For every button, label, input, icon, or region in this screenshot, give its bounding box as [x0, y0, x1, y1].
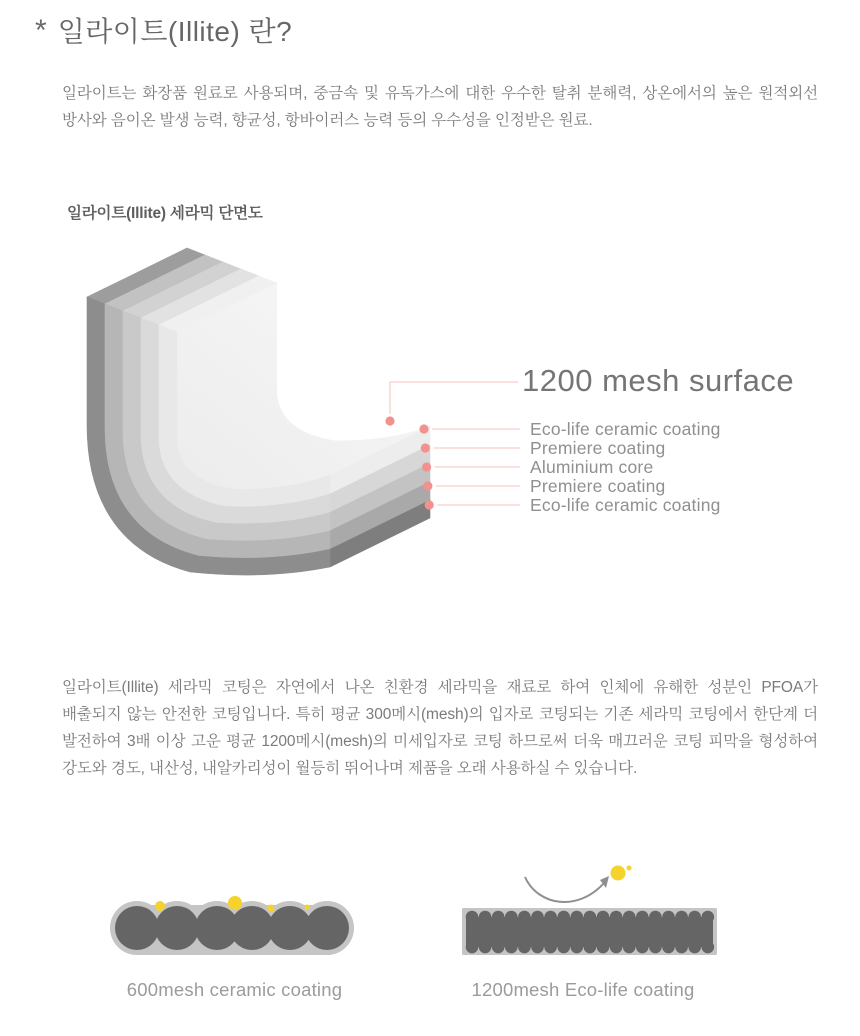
fine-bump-bottom [636, 941, 649, 954]
fine-bump-bottom [688, 941, 701, 954]
fine-bump-bottom [492, 941, 505, 954]
released-particle-dot [611, 866, 626, 881]
fine-bump-bottom [584, 941, 597, 954]
intro-paragraph: 일라이트는 화장품 원료로 사용되며, 중금속 및 유독가스에 대한 우수한 탈취 분해력, 상온에서의 높은 원적외선 방사와 음이온 발생 능력, 향균성, 항바이러스 능력 등의 우수성을 인정받은 원료. [62, 84, 818, 129]
coating-comparison-figure [60, 860, 760, 972]
fine-bump-bottom [662, 941, 675, 954]
fine-bump-top [571, 911, 584, 924]
layer-callout-dot [421, 443, 430, 452]
fine-bump-top [518, 911, 531, 924]
fine-bump-top [466, 911, 479, 924]
layer-callout-dot [425, 500, 434, 509]
fine-bump-top [623, 911, 636, 924]
layer-callout-dot [423, 481, 432, 490]
fine-bump-top [662, 911, 675, 924]
particle-600 [230, 906, 274, 950]
fine-bump-top [531, 911, 544, 924]
fine-bump-bottom [479, 941, 492, 954]
fine-bump-top [505, 911, 518, 924]
fine-bump-top [597, 911, 610, 924]
fine-bump-bottom [675, 941, 688, 954]
fine-bump-bottom [597, 941, 610, 954]
title-row [35, 12, 292, 52]
particle-600 [115, 906, 159, 950]
surface-callout-label: 1200 mesh surface [522, 363, 795, 398]
surface-callout-line [390, 382, 518, 414]
pan-cross-section-diagram [60, 240, 850, 612]
fine-bump-top [649, 911, 662, 924]
fine-bump-top [557, 911, 570, 924]
fine-bump-top [544, 911, 557, 924]
fine-bump-bottom [505, 941, 518, 954]
layer-label-premiere-top: Premiere coating [530, 438, 666, 458]
surface-callout-dot [385, 416, 394, 425]
fine-bump-top [479, 911, 492, 924]
trapped-particle-dot [228, 896, 242, 910]
fine-bump-top [675, 911, 688, 924]
fine-bump-bottom [557, 941, 570, 954]
asterisk: * [35, 14, 47, 47]
trapped-particle-dot [305, 905, 310, 910]
fine-bump-bottom [702, 941, 715, 954]
diagram-caption: 일라이트(Illite) 세라믹 단면도 [67, 205, 263, 222]
fine-bump-bottom [544, 941, 557, 954]
fine-bump-top [702, 911, 715, 924]
layer-label-eco-life-bottom: Eco-life ceramic coating [530, 495, 721, 515]
particle-600 [155, 906, 199, 950]
trapped-particle-dot [155, 901, 165, 911]
fine-bump-bottom [531, 941, 544, 954]
layer-callout-dot [419, 424, 428, 433]
pan-layers-illustration [60, 240, 850, 612]
fine-bump-bottom [649, 941, 662, 954]
fine-bump-top [688, 911, 701, 924]
right-figure-caption: 1200mesh Eco-life coating [471, 979, 695, 1000]
layer-label-premiere-bottom: Premiere coating [530, 476, 666, 496]
fine-bump-top [610, 911, 623, 924]
layer-callout-dot [422, 462, 431, 471]
released-particle-speck [627, 866, 632, 871]
fine-bump-bottom [518, 941, 531, 954]
layer-label-eco-life-top: Eco-life ceramic coating [530, 419, 721, 439]
fine-bump-bottom [623, 941, 636, 954]
particle-600 [305, 906, 349, 950]
fine-bump-top [492, 911, 505, 924]
bounce-arrow-icon [525, 877, 604, 902]
fine-bump-bottom [610, 941, 623, 954]
fine-bump-top [584, 911, 597, 924]
layer-label-aluminium-core: Aluminium core [530, 457, 654, 477]
left-figure-caption: 600mesh ceramic coating [126, 979, 343, 1000]
fine-bump-top [636, 911, 649, 924]
body-paragraph: 일라이트(Illite) 세라믹 코팅은 자연에서 나온 친환경 세라믹을 재료로 하여 인체에 유해한 성분인 PFOA가 배출되지 않는 안전한 코팅입니다. 특히 평균 300메시(mesh)의 입자로 코팅되는 기존 세라믹 코팅에서 한단계 더 발전하여 3배 이상 고운 평균 1200메시(mesh)의 미세입자로 코팅 하므로써 더욱 매끄러운 코팅 피막을 형성하여 강도와 경도, 내산성, 내알카리성이 월등히 뛰어나며 제품을 오래 사용하실 수 있습니다. [62, 678, 818, 777]
page-title: 일라이트(Illite) 란? [57, 16, 293, 47]
fine-bump-bottom [466, 941, 479, 954]
fine-bump-bottom [571, 941, 584, 954]
trapped-particle-dot [268, 905, 275, 912]
